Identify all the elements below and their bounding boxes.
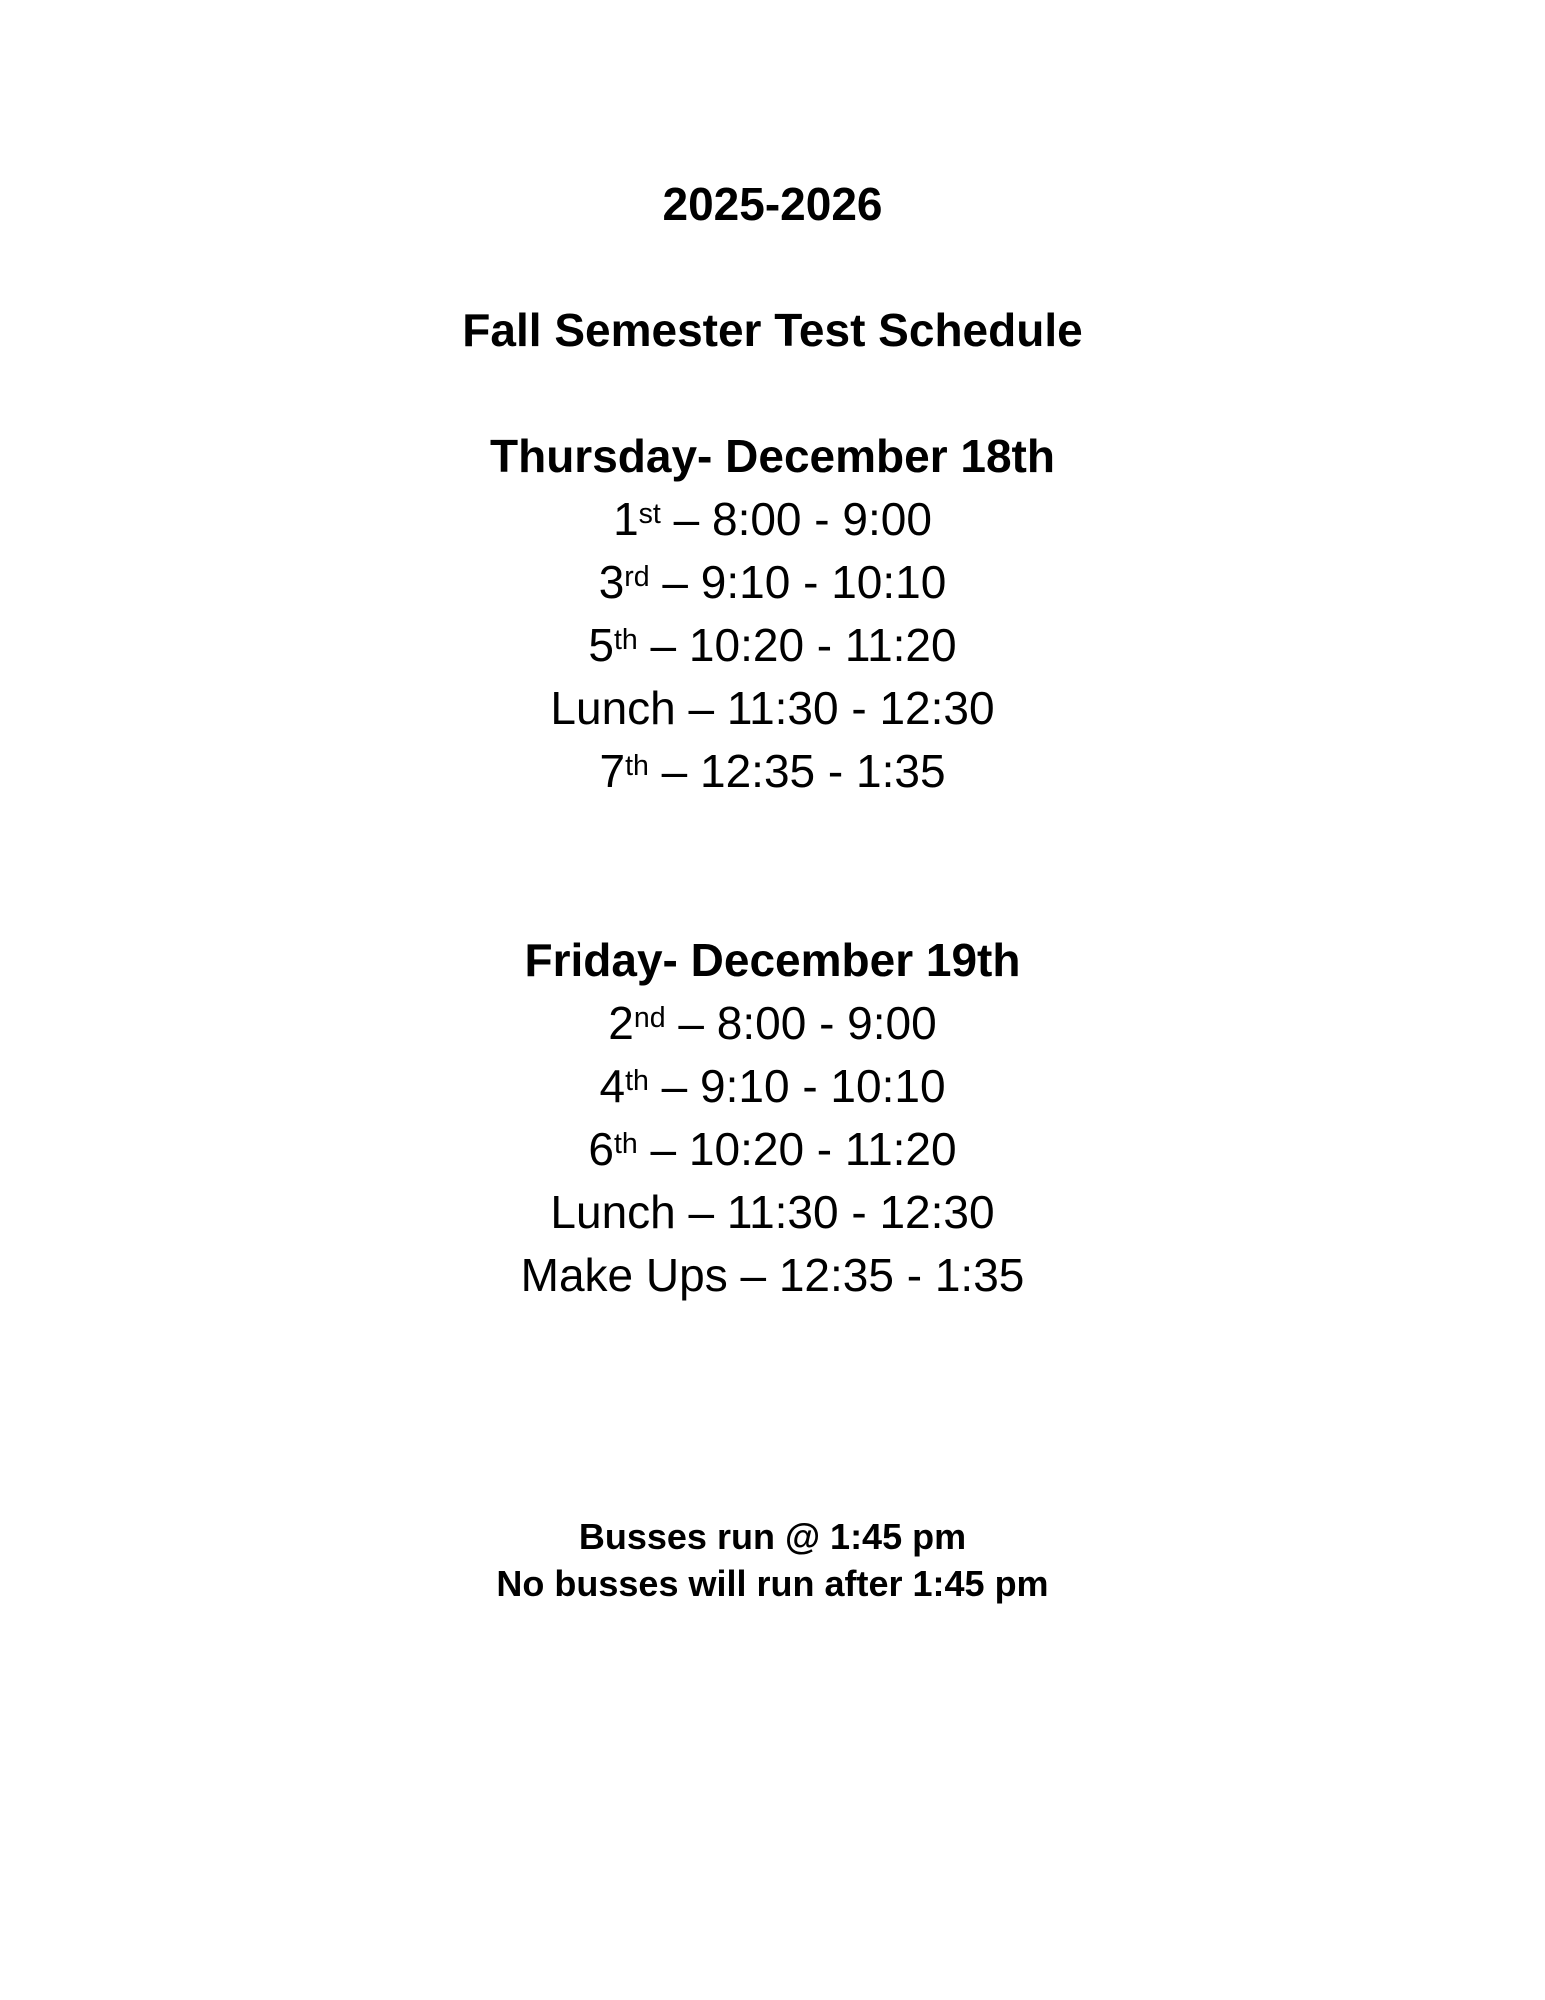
time-range: – 11:30 - 12:30 [675, 682, 995, 734]
document-subtitle: Fall Semester Test Schedule [462, 304, 1083, 356]
spacer [0, 1307, 1545, 1513]
schedule-row [0, 1118, 1545, 1181]
time-range: – 11:30 - 12:30 [675, 1186, 995, 1238]
time-range: – 8:00 - 9:00 [665, 997, 937, 1049]
period-label: 3 [598, 556, 625, 608]
time-range: – 10:20 - 11:20 [637, 1123, 957, 1175]
document-title: 2025-2026 [662, 178, 883, 230]
schedule-row [0, 614, 1545, 677]
ordinal-suffix: th [625, 1065, 649, 1098]
ordinal-suffix: nd [633, 1002, 666, 1035]
period-label: 7 [599, 745, 626, 797]
schedule-row [0, 1244, 1545, 1307]
spacer [0, 236, 1545, 299]
period-label: Lunch [550, 1186, 676, 1238]
time-range: – 9:10 - 10:10 [649, 556, 947, 608]
ordinal-suffix: th [613, 1128, 638, 1161]
schedule-row [0, 1055, 1545, 1118]
ordinal-suffix: st [638, 498, 661, 531]
period-label: Make Ups [520, 1249, 728, 1301]
period-label: 2 [608, 997, 634, 1049]
period-label: 6 [588, 1123, 614, 1175]
time-range: – 8:00 - 9:00 [660, 493, 932, 545]
day-heading-thursday: Thursday- December 18th [490, 430, 1055, 482]
time-range: – 9:10 - 10:10 [648, 1060, 946, 1112]
time-range: – 10:20 - 11:20 [637, 619, 957, 671]
schedule-row [0, 740, 1545, 803]
schedule-row [0, 551, 1545, 614]
spacer [0, 362, 1545, 425]
ordinal-suffix: rd [624, 561, 650, 594]
schedule-row [0, 992, 1545, 1055]
bus-note-1: Busses run @ 1:45 pm [578, 1516, 967, 1557]
day-heading-friday: Friday- December 19th [524, 934, 1021, 986]
bus-note-2: No busses will run after 1:45 pm [496, 1563, 1049, 1604]
schedule-row [0, 677, 1545, 740]
schedule-row [0, 488, 1545, 551]
period-label: 5 [588, 619, 614, 671]
time-range: – 12:35 - 1:35 [727, 1249, 1025, 1301]
spacer [0, 803, 1545, 929]
period-label: 1 [613, 493, 639, 545]
time-range: – 12:35 - 1:35 [648, 745, 946, 797]
period-label: 4 [599, 1060, 626, 1112]
schedule-row [0, 1181, 1545, 1244]
ordinal-suffix: th [625, 750, 649, 783]
ordinal-suffix: th [613, 624, 638, 657]
period-label: Lunch [550, 682, 676, 734]
